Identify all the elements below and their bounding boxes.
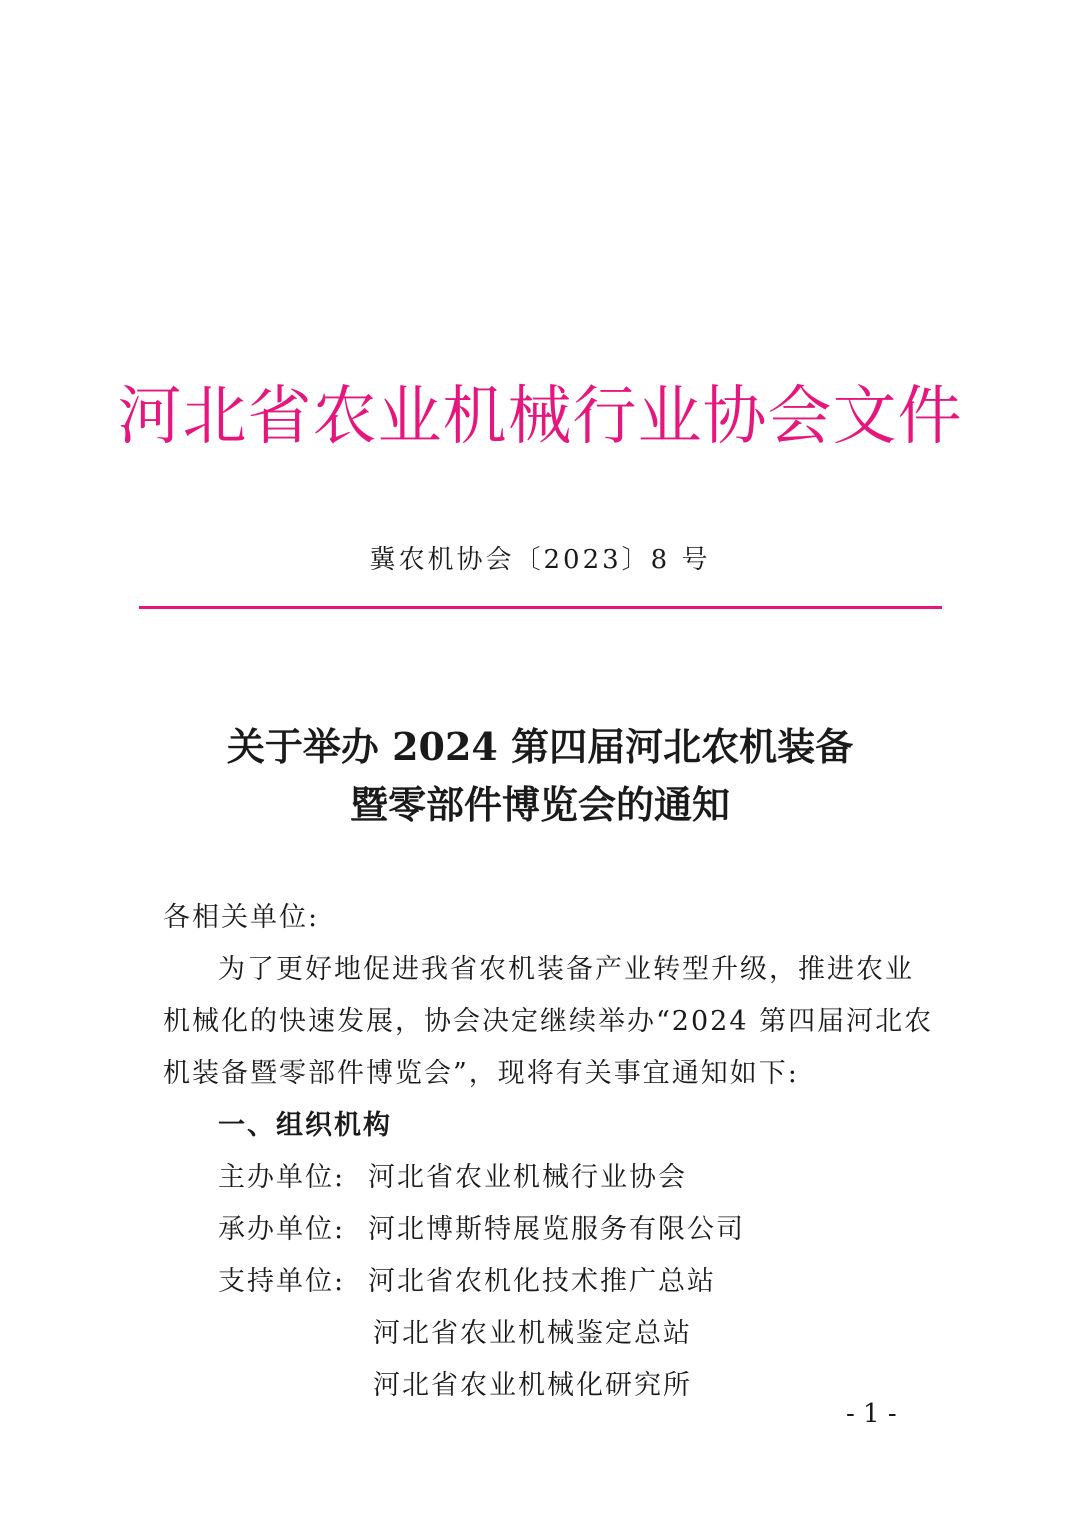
organizer-value: 河北博斯特展览服务有限公司 <box>368 1214 745 1245</box>
paragraph-1-line-2: 机械化的快速发展，协会决定继续举办“2024 第四届河北农 <box>163 1006 934 1037</box>
paragraph-1-line-3: 机装备暨零部件博览会”，现将有关事宜通知如下: <box>163 1058 799 1089</box>
salutation: 各相关单位: <box>163 902 320 933</box>
host-value: 河北省农业机械行业协会 <box>368 1162 687 1193</box>
document-number: 冀农机协会〔2023〕8 号 <box>369 545 711 575</box>
paragraph-1-line-1: 为了更好地促进我省农机装备产业转型升级，推进农业 <box>218 954 914 985</box>
page-number: - 1 - <box>846 1399 897 1429</box>
notice-title <box>0 718 1080 834</box>
host-label: 主办单位: <box>218 1162 346 1193</box>
support-value-3: 河北省农业机械化研究所 <box>373 1370 692 1401</box>
support-value-1: 河北省农机化技术推广总站 <box>368 1266 716 1297</box>
organizer-label: 承办单位: <box>218 1214 346 1245</box>
support-label: 支持单位: <box>218 1266 346 1297</box>
support-value-2: 河北省农业机械鉴定总站 <box>373 1318 692 1349</box>
red-divider-line <box>139 606 942 609</box>
document-masthead: 河北省农业机械行业协会文件 <box>117 380 963 454</box>
notice-title-line-1: 关于举办 2024 第四届河北农机装备 <box>226 724 854 769</box>
section-1-heading: 一、组织机构 <box>218 1110 392 1141</box>
notice-title-line-2: 暨零部件博览会的通知 <box>349 782 730 827</box>
